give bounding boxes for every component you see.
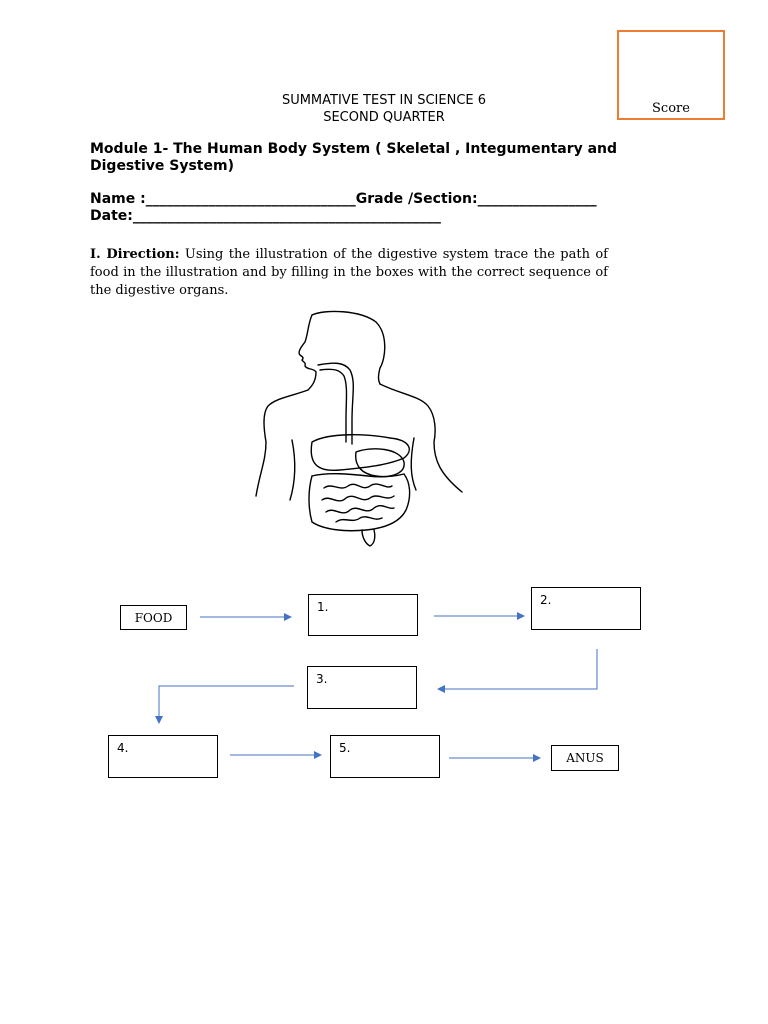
score-label: Score xyxy=(652,101,690,116)
answer-box-5[interactable] xyxy=(330,735,440,778)
digestive-system-illustration xyxy=(250,310,470,550)
box-number-1: 1. xyxy=(317,600,329,614)
test-title: SUMMATIVE TEST IN SCIENCE 6 xyxy=(281,93,487,108)
direction-paragraph xyxy=(90,246,608,300)
direction-label: I. Direction: xyxy=(90,247,180,262)
quarter-subtitle: SECOND QUARTER xyxy=(323,110,445,125)
anus-box: ANUS xyxy=(551,745,619,771)
answer-box-2[interactable] xyxy=(531,587,641,630)
arrow-2-to-3 xyxy=(439,649,597,689)
answer-box-4[interactable] xyxy=(108,735,218,778)
box-number-4: 4. xyxy=(117,741,129,755)
arrow-3-to-4 xyxy=(159,686,294,722)
answer-box-1[interactable] xyxy=(308,594,418,636)
box-number-2: 2. xyxy=(540,593,552,607)
food-box: FOOD xyxy=(120,605,187,630)
answer-box-3[interactable] xyxy=(307,666,417,709)
box-number-3: 3. xyxy=(316,672,328,686)
name-grade-field: Name :______________________________Grade /Section:_________________ xyxy=(90,191,597,207)
module-heading: Module 1- The Human Body System ( Skeletal , Integumentary and Digestive System) xyxy=(90,141,618,174)
score-box xyxy=(617,30,725,120)
box-number-5: 5. xyxy=(339,741,351,755)
date-field: Date:____________________________________________ xyxy=(90,208,441,224)
direction-text: Using the illustration of the digestive system trace the path of food in the illustration and by filling in the boxes with the correct sequence of the digestive organs. xyxy=(90,247,608,298)
